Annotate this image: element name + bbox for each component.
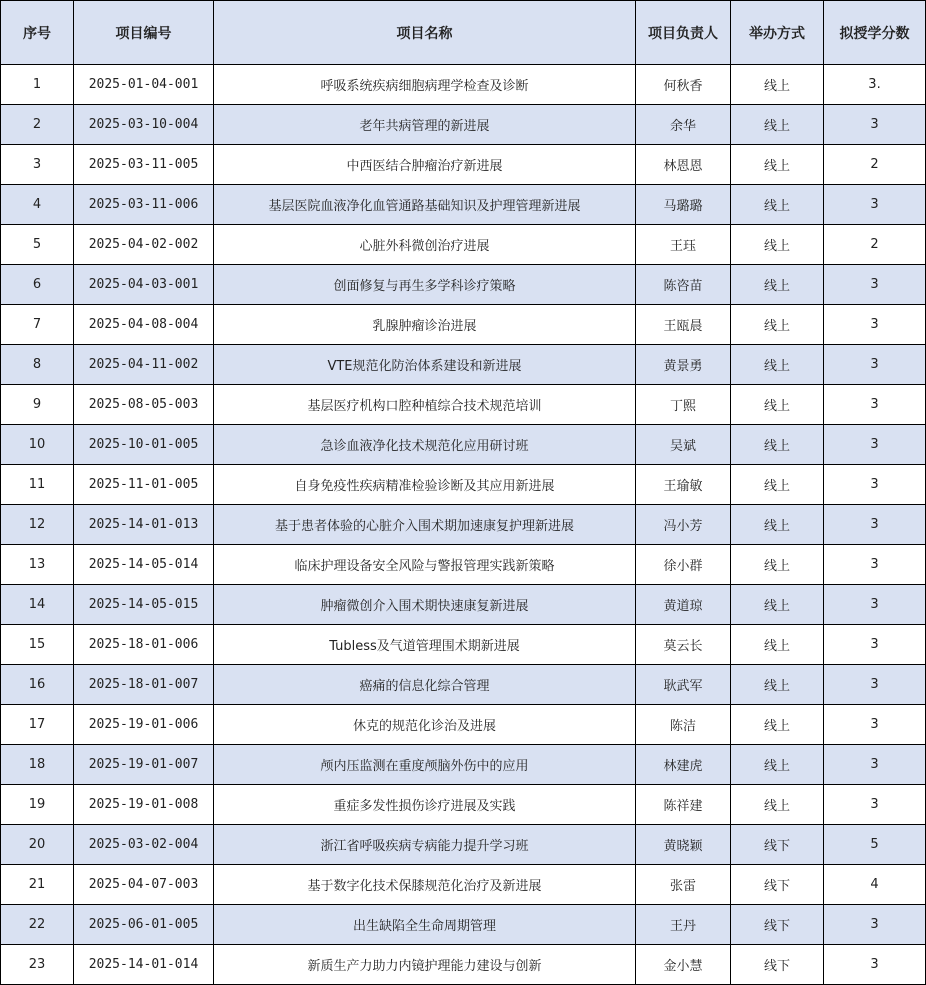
cell-project-name: 基于数字化技术保膝规范化治疗及新进展 <box>214 865 636 905</box>
cell-credits: 3 <box>824 585 926 625</box>
cell-credits: 3 <box>824 705 926 745</box>
table-body <box>1 65 926 985</box>
cell-project-code: 2025-06-01-005 <box>74 905 214 945</box>
table-row <box>1 425 926 465</box>
header-project-name: 项目名称 <box>214 1 636 65</box>
cell-project-lead: 丁熙 <box>636 385 731 425</box>
cell-format: 线下 <box>731 865 824 905</box>
cell-project-lead: 林建虎 <box>636 745 731 785</box>
cell-project-code: 2025-03-02-004 <box>74 825 214 865</box>
cell-project-code: 2025-19-01-008 <box>74 785 214 825</box>
cell-project-code: 2025-14-05-015 <box>74 585 214 625</box>
table-row <box>1 385 926 425</box>
cell-project-name: VTE规范化防治体系建设和新进展 <box>214 345 636 385</box>
cell-format: 线上 <box>731 465 824 505</box>
cell-project-name: 老年共病管理的新进展 <box>214 105 636 145</box>
cell-format: 线下 <box>731 945 824 985</box>
cell-project-code: 2025-19-01-006 <box>74 705 214 745</box>
table-row <box>1 705 926 745</box>
cell-project-code: 2025-08-05-003 <box>74 385 214 425</box>
cell-project-name: 新质生产力助力内镜护理能力建设与创新 <box>214 945 636 985</box>
table-row <box>1 185 926 225</box>
cell-project-code: 2025-14-01-014 <box>74 945 214 985</box>
cell-format: 线上 <box>731 585 824 625</box>
table-row <box>1 585 926 625</box>
cell-project-code: 2025-04-02-002 <box>74 225 214 265</box>
header-index: 序号 <box>1 1 74 65</box>
cell-project-name: Tubless及气道管理围术期新进展 <box>214 625 636 665</box>
cell-credits: 5 <box>824 825 926 865</box>
cell-project-lead: 王丹 <box>636 905 731 945</box>
cell-project-code: 2025-04-08-004 <box>74 305 214 345</box>
cell-project-name: 出生缺陷全生命周期管理 <box>214 905 636 945</box>
cell-project-name: 重症多发性损伤诊疗进展及实践 <box>214 785 636 825</box>
cell-project-lead: 金小慧 <box>636 945 731 985</box>
cell-format: 线上 <box>731 385 824 425</box>
cell-project-lead: 林恩恩 <box>636 145 731 185</box>
cell-credits: 3 <box>824 505 926 545</box>
cell-credits: 3 <box>824 625 926 665</box>
cell-credits: 3 <box>824 905 926 945</box>
table-row <box>1 905 926 945</box>
cell-format: 线下 <box>731 825 824 865</box>
cell-index: 2 <box>1 105 74 145</box>
cell-format: 线上 <box>731 105 824 145</box>
cell-index: 6 <box>1 265 74 305</box>
cell-project-code: 2025-18-01-007 <box>74 665 214 705</box>
cell-index: 19 <box>1 785 74 825</box>
cell-index: 5 <box>1 225 74 265</box>
cell-index: 1 <box>1 65 74 105</box>
cell-credits: 3 <box>824 665 926 705</box>
cell-index: 20 <box>1 825 74 865</box>
cell-project-name: 临床护理设备安全风险与警报管理实践新策略 <box>214 545 636 585</box>
cell-format: 线上 <box>731 185 824 225</box>
table-row <box>1 145 926 185</box>
cell-credits: 3 <box>824 185 926 225</box>
cell-credits: 3 <box>824 305 926 345</box>
cell-project-lead: 吴斌 <box>636 425 731 465</box>
cell-project-code: 2025-11-01-005 <box>74 465 214 505</box>
cell-credits: 3 <box>824 425 926 465</box>
cell-format: 线上 <box>731 665 824 705</box>
cell-project-lead: 王瑜敏 <box>636 465 731 505</box>
cell-project-code: 2025-03-10-004 <box>74 105 214 145</box>
cell-index: 12 <box>1 505 74 545</box>
cell-project-lead: 陈祥建 <box>636 785 731 825</box>
cell-index: 17 <box>1 705 74 745</box>
cell-project-code: 2025-03-11-006 <box>74 185 214 225</box>
table-row <box>1 305 926 345</box>
header-credits: 拟授学分数 <box>824 1 926 65</box>
cell-format: 线上 <box>731 505 824 545</box>
cell-format: 线上 <box>731 705 824 745</box>
cell-project-name: 心脏外科微创治疗进展 <box>214 225 636 265</box>
table-row <box>1 65 926 105</box>
cell-project-lead: 陈洁 <box>636 705 731 745</box>
cell-credits: 2 <box>824 145 926 185</box>
cell-format: 线上 <box>731 785 824 825</box>
header-format: 举办方式 <box>731 1 824 65</box>
cell-project-lead: 何秋香 <box>636 65 731 105</box>
cell-project-lead: 张雷 <box>636 865 731 905</box>
cell-project-name: 颅内压监测在重度颅脑外伤中的应用 <box>214 745 636 785</box>
cell-format: 线上 <box>731 145 824 185</box>
header-project-code: 项目编号 <box>74 1 214 65</box>
table-row <box>1 625 926 665</box>
cell-project-lead: 马璐璐 <box>636 185 731 225</box>
cell-project-name: 浙江省呼吸疾病专病能力提升学习班 <box>214 825 636 865</box>
table-row <box>1 505 926 545</box>
cell-index: 22 <box>1 905 74 945</box>
cell-format: 线上 <box>731 745 824 785</box>
cell-project-name: 休克的规范化诊治及进展 <box>214 705 636 745</box>
header-row <box>1 1 926 65</box>
table-row <box>1 225 926 265</box>
cell-index: 14 <box>1 585 74 625</box>
table-row <box>1 865 926 905</box>
cell-format: 线上 <box>731 225 824 265</box>
cell-project-code: 2025-04-03-001 <box>74 265 214 305</box>
cell-index: 23 <box>1 945 74 985</box>
cell-credits: 3 <box>824 745 926 785</box>
cell-credits: 3 <box>824 785 926 825</box>
cell-format: 线上 <box>731 545 824 585</box>
cell-index: 11 <box>1 465 74 505</box>
cell-project-lead: 莫云长 <box>636 625 731 665</box>
cell-project-name: 基层医疗机构口腔种植综合技术规范培训 <box>214 385 636 425</box>
table-row <box>1 545 926 585</box>
cell-project-lead: 王瓯晨 <box>636 305 731 345</box>
cell-index: 18 <box>1 745 74 785</box>
cell-credits: 3 <box>824 385 926 425</box>
table-row <box>1 105 926 145</box>
cell-credits: 3. <box>824 65 926 105</box>
cell-index: 13 <box>1 545 74 585</box>
cell-credits: 4 <box>824 865 926 905</box>
cell-index: 21 <box>1 865 74 905</box>
cell-index: 15 <box>1 625 74 665</box>
cell-project-lead: 冯小芳 <box>636 505 731 545</box>
cell-project-lead: 陈咨苗 <box>636 265 731 305</box>
cell-project-code: 2025-18-01-006 <box>74 625 214 665</box>
cell-project-lead: 黄景勇 <box>636 345 731 385</box>
cell-credits: 2 <box>824 225 926 265</box>
cell-project-name: 急诊血液净化技术规范化应用研讨班 <box>214 425 636 465</box>
cell-project-name: 自身免疫性疾病精准检验诊断及其应用新进展 <box>214 465 636 505</box>
cell-index: 7 <box>1 305 74 345</box>
cell-project-code: 2025-04-11-002 <box>74 345 214 385</box>
table-row <box>1 465 926 505</box>
cell-project-lead: 徐小群 <box>636 545 731 585</box>
cell-project-name: 基于患者体验的心脏介入围术期加速康复护理新进展 <box>214 505 636 545</box>
cell-project-code: 2025-03-11-005 <box>74 145 214 185</box>
table-row <box>1 945 926 985</box>
cell-project-code: 2025-14-05-014 <box>74 545 214 585</box>
cell-format: 线上 <box>731 425 824 465</box>
table-row <box>1 825 926 865</box>
cell-project-name: 肿瘤微创介入围术期快速康复新进展 <box>214 585 636 625</box>
cell-project-name: 基层医院血液净化血管通路基础知识及护理管理新进展 <box>214 185 636 225</box>
cell-format: 线下 <box>731 905 824 945</box>
header-project-lead: 项目负责人 <box>636 1 731 65</box>
cell-project-name: 创面修复与再生多学科诊疗策略 <box>214 265 636 305</box>
cell-project-name: 癌痛的信息化综合管理 <box>214 665 636 705</box>
cell-format: 线上 <box>731 65 824 105</box>
cell-project-lead: 黄道琼 <box>636 585 731 625</box>
cell-credits: 3 <box>824 945 926 985</box>
table-row <box>1 345 926 385</box>
cell-project-code: 2025-14-01-013 <box>74 505 214 545</box>
cell-project-name: 呼吸系统疾病细胞病理学检查及诊断 <box>214 65 636 105</box>
cell-project-name: 乳腺肿瘤诊治进展 <box>214 305 636 345</box>
table-row <box>1 265 926 305</box>
cell-project-code: 2025-01-04-001 <box>74 65 214 105</box>
cell-index: 10 <box>1 425 74 465</box>
cell-format: 线上 <box>731 345 824 385</box>
cell-index: 8 <box>1 345 74 385</box>
cell-index: 4 <box>1 185 74 225</box>
cell-project-code: 2025-19-01-007 <box>74 745 214 785</box>
cell-project-code: 2025-10-01-005 <box>74 425 214 465</box>
table-row <box>1 745 926 785</box>
cell-credits: 3 <box>824 545 926 585</box>
cell-credits: 3 <box>824 265 926 305</box>
table-row <box>1 785 926 825</box>
cell-project-lead: 耿武军 <box>636 665 731 705</box>
cell-index: 3 <box>1 145 74 185</box>
cell-project-code: 2025-04-07-003 <box>74 865 214 905</box>
cell-format: 线上 <box>731 625 824 665</box>
cell-project-lead: 黄晓颖 <box>636 825 731 865</box>
cell-project-lead: 王珏 <box>636 225 731 265</box>
table-row <box>1 665 926 705</box>
cell-project-name: 中西医结合肿瘤治疗新进展 <box>214 145 636 185</box>
cell-index: 9 <box>1 385 74 425</box>
cell-format: 线上 <box>731 265 824 305</box>
cell-credits: 3 <box>824 105 926 145</box>
cell-project-lead: 余华 <box>636 105 731 145</box>
cell-format: 线上 <box>731 305 824 345</box>
cell-credits: 3 <box>824 345 926 385</box>
cell-credits: 3 <box>824 465 926 505</box>
cell-index: 16 <box>1 665 74 705</box>
